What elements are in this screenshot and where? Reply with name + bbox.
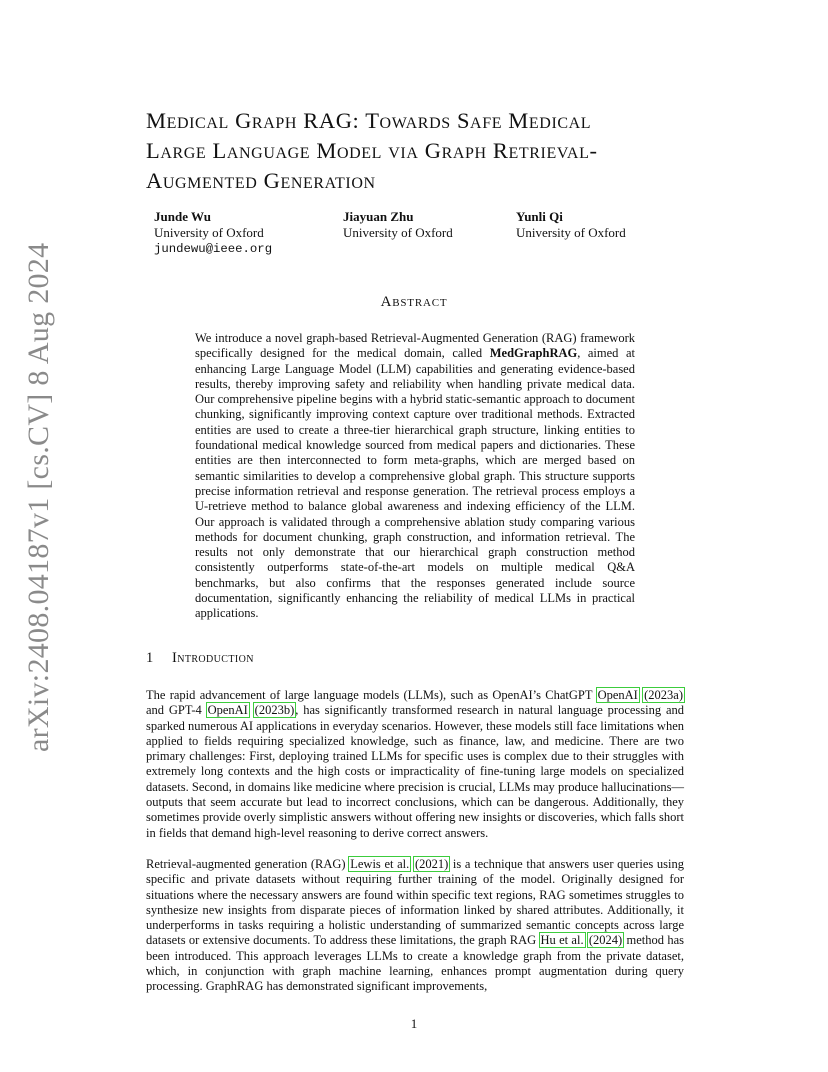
paragraph-text [249,703,254,717]
method-name: MedGraphRAG [489,346,578,361]
section-heading [146,650,254,667]
arxiv-identifier-stamp: arXiv:2408.04187v1 [cs.CV] 8 Aug 2024 [22,242,55,752]
citation-link[interactable]: OpenAI [207,703,248,718]
author-email[interactable]: jundewu@ieee.org [154,242,273,256]
abstract-text: We introduce a novel graph-based Retrieval-Augmented Generation (RAG) framework specifically designed for the medical domain, called [195,331,635,361]
author-name: Jiayuan Zhu [343,209,414,224]
citation-link[interactable]: Hu et al. [540,933,584,948]
author-affiliation: University of Oxford [516,225,626,240]
citation-link[interactable]: (2024) [588,933,623,948]
author-name: Junde Wu [154,209,211,224]
paragraph-text: is a technique that answers user queries using specific and private datasets without requiring further training of the model. Originally designed for situations where the necessary answers are found within specific text regions, RAG sometimes struggles to synthesize new insights from disparate pieces of information linked by shared attributes. Additionally, it underperforms in tasks requiring a holistic understanding of summarized semantic concepts across large datasets or extensive documents. To address these limitations, the graph RAG [146,857,684,948]
page-number: 1 [410,1016,418,1031]
section-number: 1 [146,650,154,666]
abstract-text: , aimed at enhancing Large Language Model (LLM) capabilities and generating evidence-based results, thereby improving safety and reliability when handling private medical data. Our comprehensive pipeline begins with a hybrid static-semantic approach to document chunking, significantly improving context capture over traditional methods. Extracted entities are used to create a three-tier hierarchical graph structure, linking entities to foundational medical knowledge sourced from medical papers and dictionaries. These entities are then interconnected to form meta-graphs, which are merged based on semantic similarities to develop a comprehensive global graph. This structure supports precise information retrieval and response generation. The retrieval process employs a U-retrieve method to balance global awareness and indexing efficiency of the LLM. Our approach is validated through a comprehensive ablation study comparing various methods for document chunking, graph construction, and information retrieval. The results not only demonstrate that our hierarchical graph construction method consistently outperforms state-of-the-art models on multiple medical Q&A benchmarks, but also confirms that the responses generated include source documentation, significantly enhancing the reliability of medical LLMs in practical applications. [195,346,635,621]
intro-paragraph [146,857,684,995]
author-name: Yunli Qi [516,209,563,224]
citation-link[interactable]: (2023b) [254,703,295,718]
author-block [154,209,272,257]
author-affiliation: University of Oxford [343,225,453,240]
author-block [516,209,626,241]
citation-link[interactable]: Lewis et al. [350,857,410,871]
section-title: Introduction [172,650,254,666]
paragraph-text: and GPT-4 [146,703,207,718]
citation-link[interactable]: (2023a) [644,688,684,702]
paragraph-text: Retrieval-augmented generation (RAG) [146,857,350,871]
paper-title [146,106,706,196]
citation-link[interactable]: (2021) [414,857,449,871]
title-line: Augmented Generation [146,168,376,193]
paragraph-text: , has significantly transformed research in natural language processing and sparked numerous AI applications in everyday scenarios. However, these models still face limitations when applied to fields requiring specialized knowledge, such as finance, law, and medicine. There are two primary challenges: First, deploying trained LLMs for specific uses is complex due to their struggles with extremely long contexts and the high costs or impracticality of fine-tuning large models on specialized datasets. Second, in domains like medicine where precision is crucial, LLMs may produce hallucinations—outputs that seem accurate but lead to incorrect conclusions, which can be dangerous. Additionally, they sometimes provide overly simplistic answers without offering new insights or discoveries, which falls short in fields that demand high-level reasoning to derive correct answers. [146,703,684,840]
citation-link[interactable]: OpenAI [597,688,638,702]
title-line: Medical Graph RAG: Towards Safe Medical [146,108,592,133]
author-affiliation: University of Oxford [154,225,264,240]
paragraph-text: method has been introduced. This approach leverages LLMs to create a knowledge graph from the private dataset, which, in conjunction with graph machine learning, enhances prompt augmentation during query processing. GraphRAG has demonstrated significant improvements, [146,933,684,994]
intro-paragraph [146,688,684,841]
title-line: Large Language Model via Graph Retrieval- [146,138,598,163]
abstract-body [195,331,635,622]
author-block [343,209,453,241]
paragraph-text: The rapid advancement of large language models (LLMs), such as OpenAI’s ChatGPT [146,688,597,702]
abstract-heading: Abstract [380,294,448,310]
